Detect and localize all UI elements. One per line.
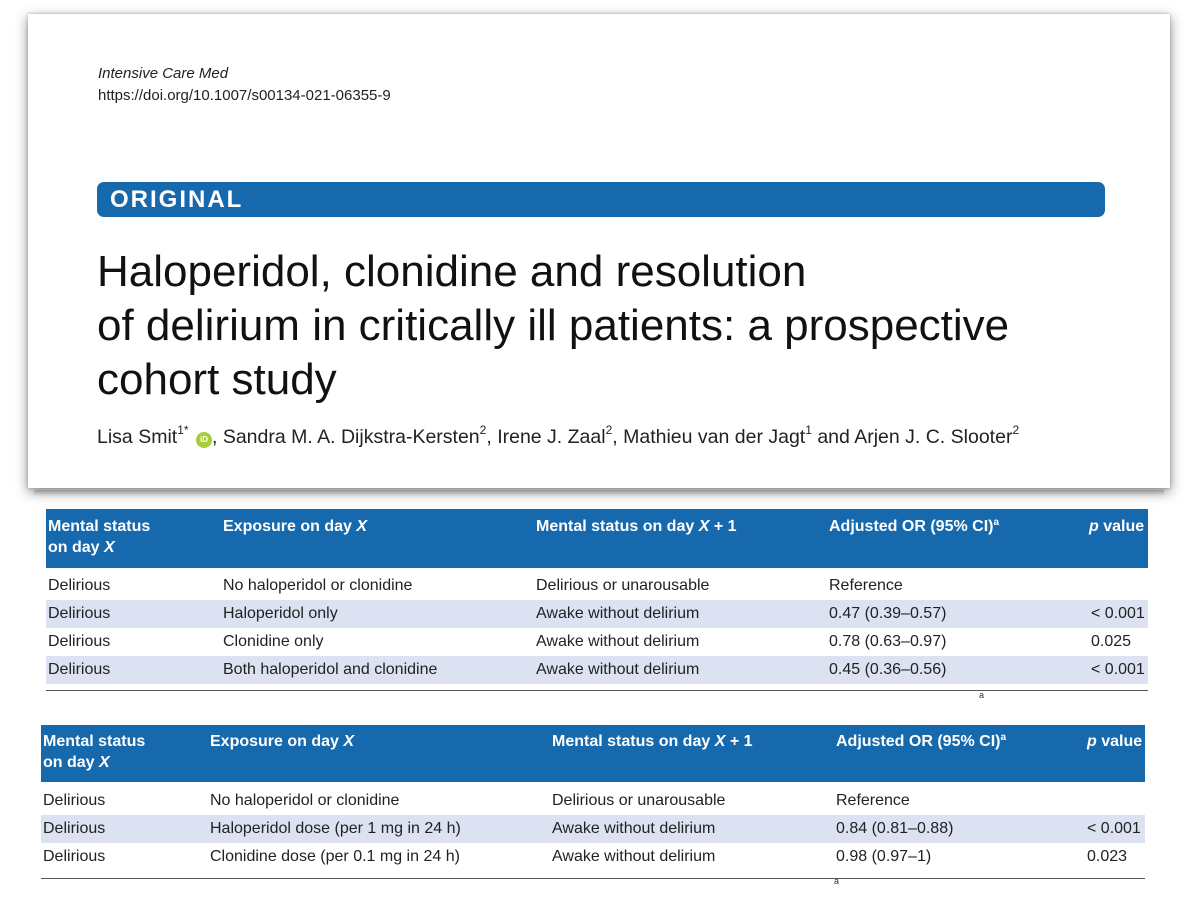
table-row: Delirious No haloperidol or clonidine Delirious or unarousable Reference bbox=[48, 577, 903, 594]
section-label: ORIGINAL bbox=[110, 186, 244, 213]
footnote-marker: a bbox=[979, 690, 985, 700]
author-name[interactable]: Mathieu van der Jagt bbox=[623, 426, 806, 448]
table-row: Delirious Both haloperidol and clonidine Awake without delirium 0.45 (0.36–0.56) < 0.001 bbox=[46, 656, 1148, 684]
table-row: Delirious Clonidine only Awake without delirium 0.78 (0.63–0.97) 0.025 bbox=[48, 633, 1132, 650]
header-exposure: Exposure on day X bbox=[223, 518, 368, 535]
author-affiliation: 1 bbox=[805, 423, 812, 437]
paper-title bbox=[97, 245, 1137, 407]
author-affiliation: 1* bbox=[177, 423, 189, 437]
table-row: Delirious Haloperidol only Awake without delirium 0.47 (0.39–0.57) < 0.001 bbox=[46, 600, 1148, 628]
card-shadow bbox=[34, 490, 1164, 496]
author-name[interactable]: Sandra M. A. Dijkstra-Kersten bbox=[222, 426, 480, 448]
author-separator: , bbox=[211, 426, 223, 448]
author-separator: , bbox=[486, 426, 498, 448]
author-name[interactable]: Arjen J. C. Slooter bbox=[854, 426, 1013, 448]
title-line: cohort study bbox=[97, 355, 337, 404]
author-affiliation: 2 bbox=[605, 423, 613, 437]
footnote-marker: a bbox=[834, 876, 840, 886]
header-mental-status-next-day: Mental status on day X + 1 bbox=[552, 733, 753, 750]
author-affiliation: 2 bbox=[1012, 423, 1020, 437]
author-list bbox=[97, 423, 1020, 449]
table-row: Delirious Clonidine dose (per 0.1 mg in 24 h) Awake without delirium 0.98 (0.97–1) 0.023 bbox=[43, 848, 1128, 865]
orcid-icon[interactable]: iD bbox=[196, 432, 212, 448]
header-exposure: Exposure on day X bbox=[210, 733, 355, 750]
table-row: Delirious No haloperidol or clonidine Delirious or unarousable Reference bbox=[43, 792, 910, 809]
header-p-value: p value bbox=[1087, 733, 1143, 750]
header-mental-status-next-day: Mental status on day X + 1 bbox=[536, 518, 737, 535]
journal-name: Intensive Care Med bbox=[98, 65, 229, 82]
author-name[interactable]: Irene J. Zaal bbox=[497, 426, 606, 448]
header-mental-status-day-x: Mental status on day X bbox=[43, 733, 146, 771]
table-header bbox=[41, 725, 1145, 782]
table-row: Delirious Haloperidol dose (per 1 mg in 24 h) Awake without delirium 0.84 (0.81–0.88) < 0.001 bbox=[41, 815, 1145, 843]
author-separator: , bbox=[612, 426, 624, 448]
author-separator: and bbox=[811, 426, 855, 448]
author-name[interactable]: Lisa Smit bbox=[97, 426, 178, 448]
table-header bbox=[46, 509, 1148, 568]
author-affiliation: 2 bbox=[479, 423, 487, 437]
title-line: Haloperidol, clonidine and resolution bbox=[97, 247, 807, 296]
title-line: of delirium in critically ill patients: a prospective bbox=[97, 301, 1010, 350]
header-adjusted-or: Adjusted OR (95% CI)$^a$ bbox=[836, 732, 1007, 750]
results-table-categorical bbox=[46, 509, 1148, 691]
table-bottom-rule bbox=[41, 878, 1145, 879]
doi-link[interactable]: https://doi.org/10.1007/s00134-021-06355-9 bbox=[98, 87, 391, 104]
section-banner bbox=[97, 182, 1105, 217]
results-table-dose bbox=[41, 725, 1145, 879]
paper-header-card bbox=[28, 14, 1170, 488]
header-adjusted-or: Adjusted OR (95% CI)$^a$ bbox=[829, 517, 1000, 535]
header-p-value: p value bbox=[1089, 518, 1145, 535]
header-mental-status-day-x: Mental status on day X bbox=[48, 518, 151, 556]
